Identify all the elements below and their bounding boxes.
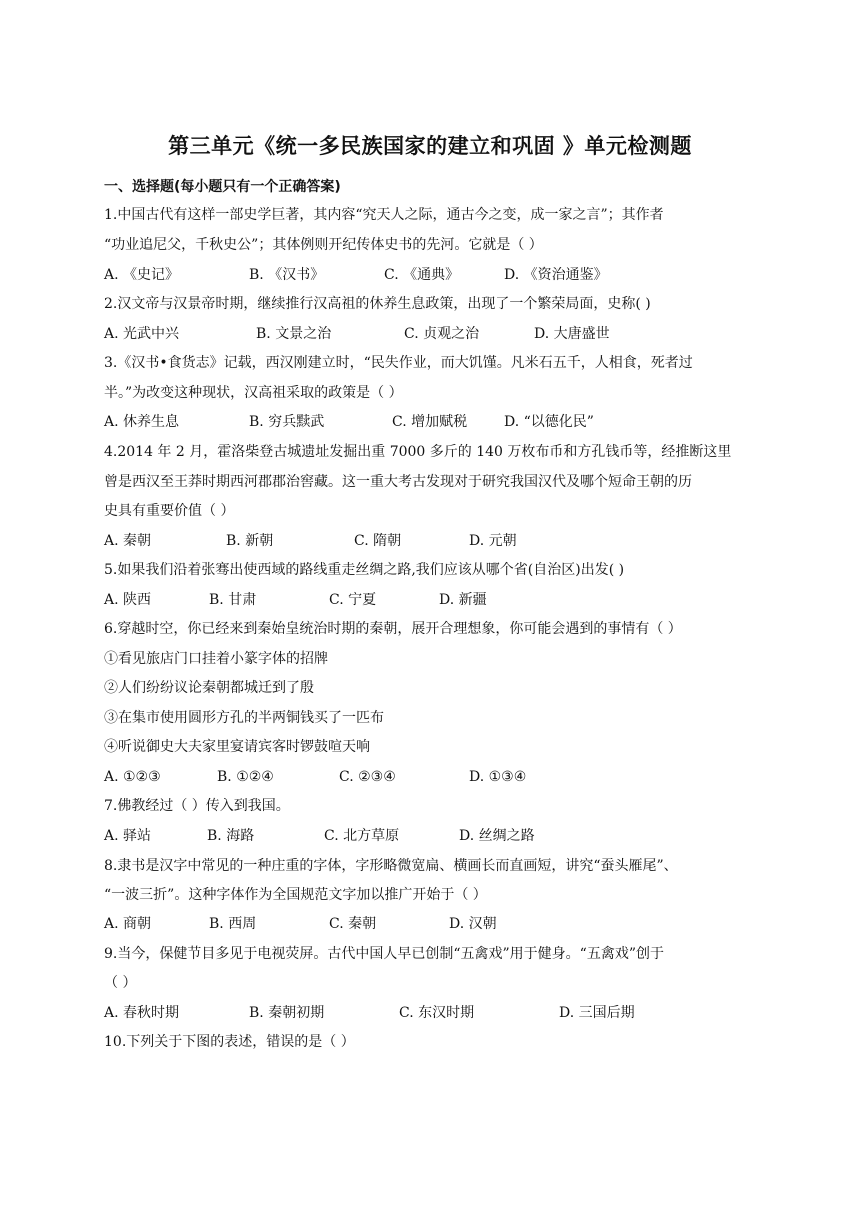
document-title: 第三单元《统一多民族国家的建立和巩固 》单元检测题 [168, 134, 692, 158]
question-stem: 5.如果我们沿着张骞出使西域的路线重走丝绸之路,我们应该从哪个省(自治区)出发( ) [104, 562, 625, 578]
question-line: ③在集市使用圆形方孔的半两铜钱买了一匹布 [104, 710, 384, 726]
question-line: ④听说御史大夫家里宴请宾客时锣鼓喧天响 [104, 739, 370, 755]
option-a: A. 商朝 [104, 916, 152, 932]
option-d: D. “以德化民” [504, 414, 594, 430]
option-d: D. 《资治通鉴》 [504, 267, 608, 283]
question-stem: 1.中国古代有这样一部史学巨著，其内容“究天人之际，通古今之变，成一家之言”；其作者 [104, 207, 664, 223]
question-line: ②人们纷纷议论秦朝都城迁到了殷 [104, 680, 314, 696]
question-stem: 10.下列关于下图的表述，错误的是（ ） [104, 1034, 355, 1050]
question-stem: 7.佛教经过（ ）传入到我国。 [104, 798, 290, 814]
option-d: D. 三国后期 [559, 1005, 635, 1021]
option-a: A. 秦朝 [104, 533, 152, 549]
option-b: B. 秦朝初期 [249, 1005, 325, 1021]
option-b: B. 《汉书》 [249, 267, 325, 283]
option-b: B. 穷兵黩武 [249, 414, 325, 430]
option-c: C. ②③④ [339, 769, 396, 785]
option-d: D. 大唐盛世 [534, 326, 610, 342]
option-c: C. 增加赋税 [392, 414, 468, 430]
question-line: 史具有重要价值（ ） [104, 503, 235, 519]
option-a: A. 春秋时期 [104, 1005, 180, 1021]
option-c: C. 宁夏 [329, 592, 377, 608]
option-b: B. 西周 [209, 916, 257, 932]
question-line: 半。”为改变这种现状，汉高祖采取的政策是（ ） [104, 385, 403, 401]
option-b: B. 甘肃 [209, 592, 257, 608]
option-a: A. ①②③ [104, 769, 161, 785]
question-stem: 6.穿越时空，你已经来到秦始皇统治时期的秦朝，展开合理想象，你可能会遇到的事情有（ ） [104, 621, 682, 637]
option-c: C. 《通典》 [384, 267, 460, 283]
option-a: A. 《史记》 [104, 267, 180, 283]
question-line: 曾是西汉至王莽时期西河郡郡治窖藏。这一重大考古发现对于研究我国汉代及哪个短命王朝的历 [104, 474, 692, 490]
option-a: A. 光武中兴 [104, 326, 180, 342]
option-a: A. 陕西 [104, 592, 152, 608]
option-d: D. 元朝 [469, 533, 517, 549]
question-line: “功业追尼父，千秋史公”；其体例则开纪传体史书的先河。它就是（ ） [104, 237, 543, 253]
option-d: D. 汉朝 [449, 916, 497, 932]
option-d: D. 丝绸之路 [459, 828, 535, 844]
option-b: B. 新朝 [226, 533, 274, 549]
question-line: “一波三折”。这种字体作为全国规范文字加以推广开始于（ ） [104, 887, 487, 903]
option-d: D. ①③④ [469, 769, 527, 785]
question-line: ①看见旅店门口挂着小篆字体的招牌 [104, 651, 328, 667]
question-stem: 8.隶书是汉字中常见的一种庄重的字体，字形略微宽扁、横画长而直画短，讲究“蚕头雁尾”、 [104, 858, 678, 874]
question-stem: 9.当今，保健节目多见于电视荧屏。古代中国人早已创制“五禽戏”用于健身。“五禽戏”创于 [104, 946, 664, 962]
option-c: C. 秦朝 [329, 916, 377, 932]
question-stem: 3.《汉书•食货志》记载，西汉刚建立时，“民失作业，而大饥馑。凡米石五千，人相食，死者过 [104, 355, 693, 371]
option-c: C. 隋朝 [354, 533, 402, 549]
option-b: B. 海路 [207, 828, 255, 844]
question-stem: 4.2014 年 2 月，霍洛柴登古城遗址发掘出重 7000 多斤的 140 万枚布币和方孔钱币等，经推断这里 [104, 444, 732, 460]
option-a: A. 休养生息 [104, 414, 180, 430]
option-b: B. 文景之治 [256, 326, 332, 342]
option-a: A. 驿站 [104, 828, 152, 844]
option-d: D. 新疆 [439, 592, 487, 608]
section-heading: 一、选择题(每小题只有一个正确答案) [104, 179, 341, 195]
option-c: C. 贞观之治 [404, 326, 480, 342]
question-stem: 2.汉文帝与汉景帝时期，继续推行汉高祖的休养生息政策，出现了一个繁荣局面，史称( ) [104, 296, 651, 312]
option-c: C. 北方草原 [324, 828, 400, 844]
question-line: （ ） [104, 975, 137, 991]
option-b: B. ①②④ [217, 769, 274, 785]
option-c: C. 东汉时期 [399, 1005, 475, 1021]
